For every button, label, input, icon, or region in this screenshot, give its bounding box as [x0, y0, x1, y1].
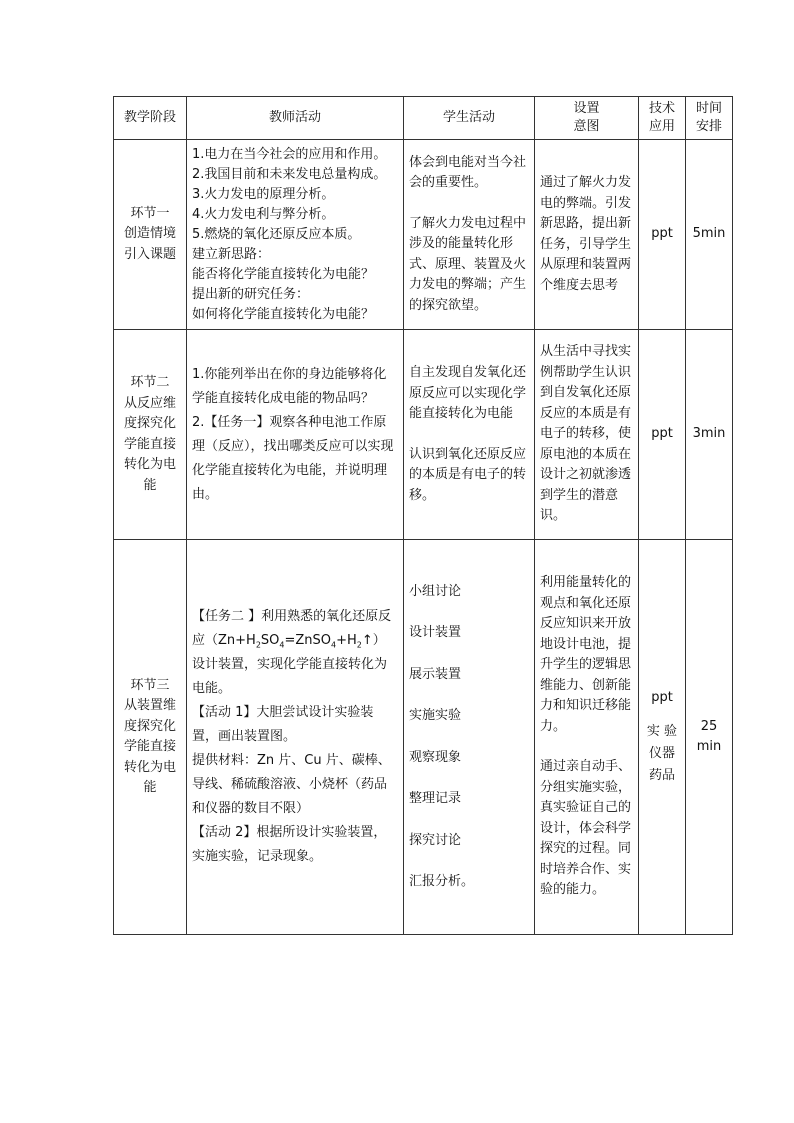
stage1-teacher-line: 3.火力发电的原理分析。 [192, 186, 335, 202]
table-row-stage3 [114, 540, 733, 935]
stage1-intent-cell: 通过了解火力发电的弊端。引发新思路，提出新任务，引导学生从原理和装置两个维度去思考 [535, 140, 639, 330]
stage3-student-step: 探究讨论 [409, 832, 462, 848]
stage1-student-cell [404, 140, 535, 330]
stage3-intent-p1: 利用能量转化的观点和氧化还原反应知识来开放地设计电池，提升学生的逻辑思维能力、创新能力和知识迁移能力。 [540, 575, 632, 734]
stage3-line6: 能 [143, 780, 157, 795]
task2-text-e: ↑）设计装置，实现化学能直接转化为电能。 [192, 633, 388, 696]
stage2-line5: 转化为电 [123, 457, 176, 472]
stage2-student-p1: 自主发现自发氧化还原反应可以实现化学能直接转化为电能 [409, 365, 527, 421]
stage3-activity2: 【活动 2】根据所设计实验装置，实施实验，记录现象。 [192, 825, 387, 864]
stage2-line1: 环节二 [130, 375, 170, 390]
header-tech [639, 97, 686, 140]
stage2-cell [114, 330, 187, 540]
stage3-task2 [192, 605, 398, 701]
stage3-tech-line4: 药品 [648, 768, 675, 783]
stage3-line2: 从装置维 [123, 698, 176, 713]
header-tech-line1: 技术 [648, 101, 675, 116]
stage2-tech-cell: ppt [639, 330, 686, 540]
stage2-student-p2: 认识到氧化还原反应的本质是有电子的转移。 [409, 446, 527, 503]
stage3-student-step: 整理记录 [409, 791, 462, 806]
stage3-student-step: 实施实验 [409, 708, 462, 723]
header-intent-line1: 设置 [573, 101, 600, 116]
task2-text-d: +H [336, 633, 357, 648]
stage3-time-line2: min [696, 739, 722, 754]
stage1-student-p2: 了解火力发电过程中涉及的能量转化形式、原理、装置及火力发电的弊端；产生的探究欲望。 [409, 215, 527, 313]
subscript: 4 [279, 640, 285, 650]
header-tech-line2: 应用 [648, 119, 675, 134]
stage3-line4: 学能直接 [123, 739, 176, 754]
stage3-time-line1: 25 [700, 718, 718, 734]
stage3-tech-line1: ppt [651, 690, 673, 705]
task2-text-a: 【任务二 】利用熟悉的氧化还原反应（Zn+H [192, 609, 392, 648]
stage3-student-step: 汇报分析。 [409, 874, 475, 889]
stage1-student-p1: 体会到电能对当今社会的重要性。 [409, 154, 527, 191]
stage2-line3: 度探究化 [123, 416, 176, 431]
header-row [114, 97, 733, 140]
stage2-line4: 学能直接 [123, 436, 176, 452]
stage3-time-cell [686, 540, 733, 935]
stage2-teacher-cell [187, 330, 404, 540]
header-stage: 教学阶段 [114, 97, 187, 140]
header-student-activity: 学生活动 [404, 97, 535, 140]
stage1-teacher-cell [187, 140, 404, 330]
stage3-intent-p2: 通过亲自动手、分组实施实验，真实验证自己的设计，体会科学探究的过程。同时培养合作、实验的能力。 [540, 759, 632, 898]
header-intent-line2: 意图 [573, 119, 600, 134]
stage1-teacher-line: 4.火力发电利与弊分析。 [192, 206, 335, 222]
subscript: 2 [255, 640, 261, 650]
stage3-student-step: 小组讨论 [409, 583, 462, 599]
stage1-teacher-line: 提出新的研究任务： [192, 286, 310, 302]
stage3-student-step: 展示装置 [409, 666, 462, 682]
table-row-stage2 [114, 330, 733, 540]
header-intent [535, 97, 639, 140]
stage1-teacher-line: 能否将化学能直接转化为电能？ [192, 266, 375, 282]
stage3-teacher-cell [187, 540, 404, 935]
header-time-line1: 时间 [695, 101, 722, 116]
stage3-student-step: 设计装置 [409, 625, 462, 640]
stage3-tech-cell [639, 540, 686, 935]
stage3-line1: 环节三 [130, 677, 170, 693]
stage1-teacher-line: 5.燃烧的氧化还原反应本质。 [192, 226, 361, 242]
stage2-student-cell [404, 330, 535, 540]
stage1-teacher-line: 2.我国目前和未来发电总量构成。 [192, 166, 387, 182]
stage3-activity1: 【活动 1】大胆尝试设计实验装置，画出装置图。 [192, 705, 374, 744]
stage1-cell [114, 140, 187, 330]
stage3-tech-line2: 实 验 [646, 724, 678, 739]
stage1-teacher-line: 建立新思路： [192, 246, 271, 262]
header-teacher-activity: 教师活动 [187, 97, 404, 140]
stage3-cell [114, 540, 187, 935]
stage1-tech-cell: ppt [639, 140, 686, 330]
stage3-materials: 提供材料：Zn 片、Cu 片、碳棒、导线、稀硫酸溶液、小烧杯（药品和仪器的数目不限） [192, 753, 391, 816]
stage3-line3: 度探究化 [123, 718, 176, 734]
stage2-line2: 从反应维 [123, 395, 176, 411]
stage3-student-step: 观察现象 [409, 749, 462, 765]
stage3-line5: 转化为电 [123, 759, 176, 775]
stage1-teacher-line: 如何将化学能直接转化为电能？ [192, 306, 375, 322]
stage1-time-cell: 5min [686, 140, 733, 330]
stage1-line3: 引入课题 [123, 246, 176, 262]
header-time-line2: 安排 [695, 119, 722, 134]
stage3-tech-line3: 仪器 [648, 746, 675, 761]
task2-text-b: SO [260, 633, 280, 648]
subscript: 4 [331, 640, 337, 650]
stage3-student-cell [404, 540, 535, 935]
lesson-plan-table [113, 96, 733, 935]
header-time [686, 97, 733, 140]
subscript: 2 [356, 640, 362, 650]
task2-text-c: =ZnSO [284, 633, 332, 648]
stage2-time-cell: 3min [686, 330, 733, 540]
table-row-stage1 [114, 140, 733, 330]
stage2-line6: 能 [143, 477, 157, 493]
stage1-line1: 环节一 [130, 205, 170, 221]
stage2-teacher-p2: 2.【任务一】观察各种电池工作原理（反应），找出哪类反应可以实现化学能直接转化为电能，并说明理由。 [192, 414, 394, 502]
stage1-teacher-line: 1.电力在当今社会的应用和作用。 [192, 146, 387, 162]
stage2-teacher-p1: 1.你能列举出在你的身边能够将化学能直接转化成电能的物品吗？ [192, 366, 387, 406]
stage2-intent-cell: 从生活中寻找实例帮助学生认识到自发氧化还原反应的本质是有电子的转移，使原电池的本质在设计之初就渗透到学生的潜意识。 [535, 330, 639, 540]
stage1-line2: 创造情境 [123, 226, 176, 242]
stage3-intent-cell [535, 540, 639, 935]
